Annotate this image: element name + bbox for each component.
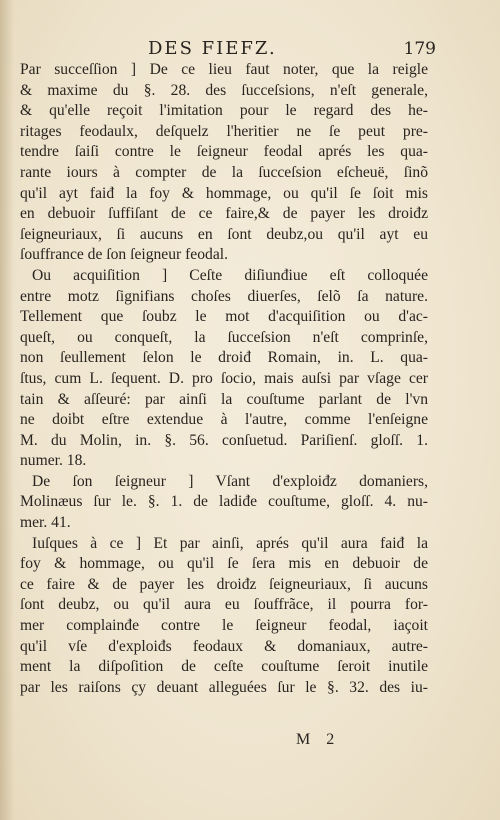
text-line: mer. 41. <box>20 514 71 532</box>
text-line: mer complainđe contre le ſeigneur feodal, iaçoit <box>20 617 428 635</box>
text-line: tendre ſaiſi contre le ſeigneur feodal aprés les qua- <box>20 143 428 161</box>
text-line: Iuſques à ce ] Et par ainſi, aprés qu'il aura faiđ la <box>32 534 428 552</box>
text-line: qu'il vſe d'exploiđs feodaux & domaniaux, autre- <box>20 637 428 655</box>
text-line: Par succeſſion ] De ce lieu faut noter, que la reigle <box>20 61 428 78</box>
text-line: par les raiſons çy deuant alleguées ſur le §. 32. des iu- <box>20 678 428 696</box>
page-gutter-shadow <box>0 0 14 820</box>
text-line: rante iours à compter de la ſucceſsion eſcheuë, ſinõ <box>20 163 428 181</box>
running-title: DES FIEFZ. <box>148 38 277 59</box>
body-text <box>20 60 428 698</box>
text-line: & maxime du §. 28. des ſucceſsions, n'eſt generale, <box>20 81 428 99</box>
text-line: qu'il ayt faiđ la foy & hommage, ou qu'il ſe ſoit mis <box>20 184 428 202</box>
text-line: queſt, ou conqueſt, la ſucceſsion n'eſt comprinſe, <box>20 328 428 346</box>
text-line: Molinæus ſur le. §. 1. de ladiđe couſtume, gloſſ. 4. nu- <box>20 493 428 511</box>
text-line: ſtus, cum L. ſequent. D. pro ſocio, mais auſsi par vſage cer <box>20 369 428 387</box>
text-line: ment la diſpoſition de ceſte couſtume ſeroit inutile <box>20 658 428 676</box>
text-line: tain & aſſeuré: par ainſi la couſtume parlant de l'vn <box>20 390 428 408</box>
text-line: foy & hommage, ou qu'il ſe ſera mis en debuoir de <box>20 555 428 573</box>
text-line: ritages feodaulx, deſquelz l'heritier ne ſe peut pre- <box>20 122 428 140</box>
page-number: 179 <box>403 39 436 59</box>
text-line: Tellement que ſoubz le mot d'acquiſition ou d'ac- <box>20 308 428 326</box>
text-line: ſouffrance de ſon ſeigneur feodal. <box>20 246 228 264</box>
text-line: entre motz ſignifians choſes diuerſes, ſelõ ſa nature. <box>20 287 428 305</box>
text-line: numer. 18. <box>20 452 87 470</box>
signature-mark: M 2 <box>296 731 341 748</box>
text-line: ne doibt eſtre extendue à l'autre, comme l'enſeigne <box>20 411 428 429</box>
text-line: ce faire & de payer les droiđz ſeigneuriaux, ſi aucuns <box>20 575 428 593</box>
text-line: non ſeullement ſelon le droiđ Romain, in. L. qua- <box>20 349 428 367</box>
text-line: en debuoir ſuffiſant de ce faire,& de payer les droiđz <box>20 205 428 223</box>
text-line: De ſon ſeigneur ] Vſant d'exploiđz domaniers, <box>32 472 428 490</box>
text-line: ſont deubz, ou qu'il aura eu ſouffrãce, il pourra for- <box>20 596 428 614</box>
text-line: M. du Molin, in. §. 56. conſuetud. Pariſienſ. gloſſ. 1. <box>20 431 428 449</box>
text-line: & qu'elle reçoit l'imitation pour le regard des he- <box>20 102 428 120</box>
text-line: Ou acquiſition ] Ceſte diſiunđiue eſt colloquée <box>32 266 428 284</box>
running-header <box>148 38 436 59</box>
text-line: ſeigneuriaux, ſi aucuns en ſont deubz,ou qu'il ayt eu <box>20 225 428 243</box>
